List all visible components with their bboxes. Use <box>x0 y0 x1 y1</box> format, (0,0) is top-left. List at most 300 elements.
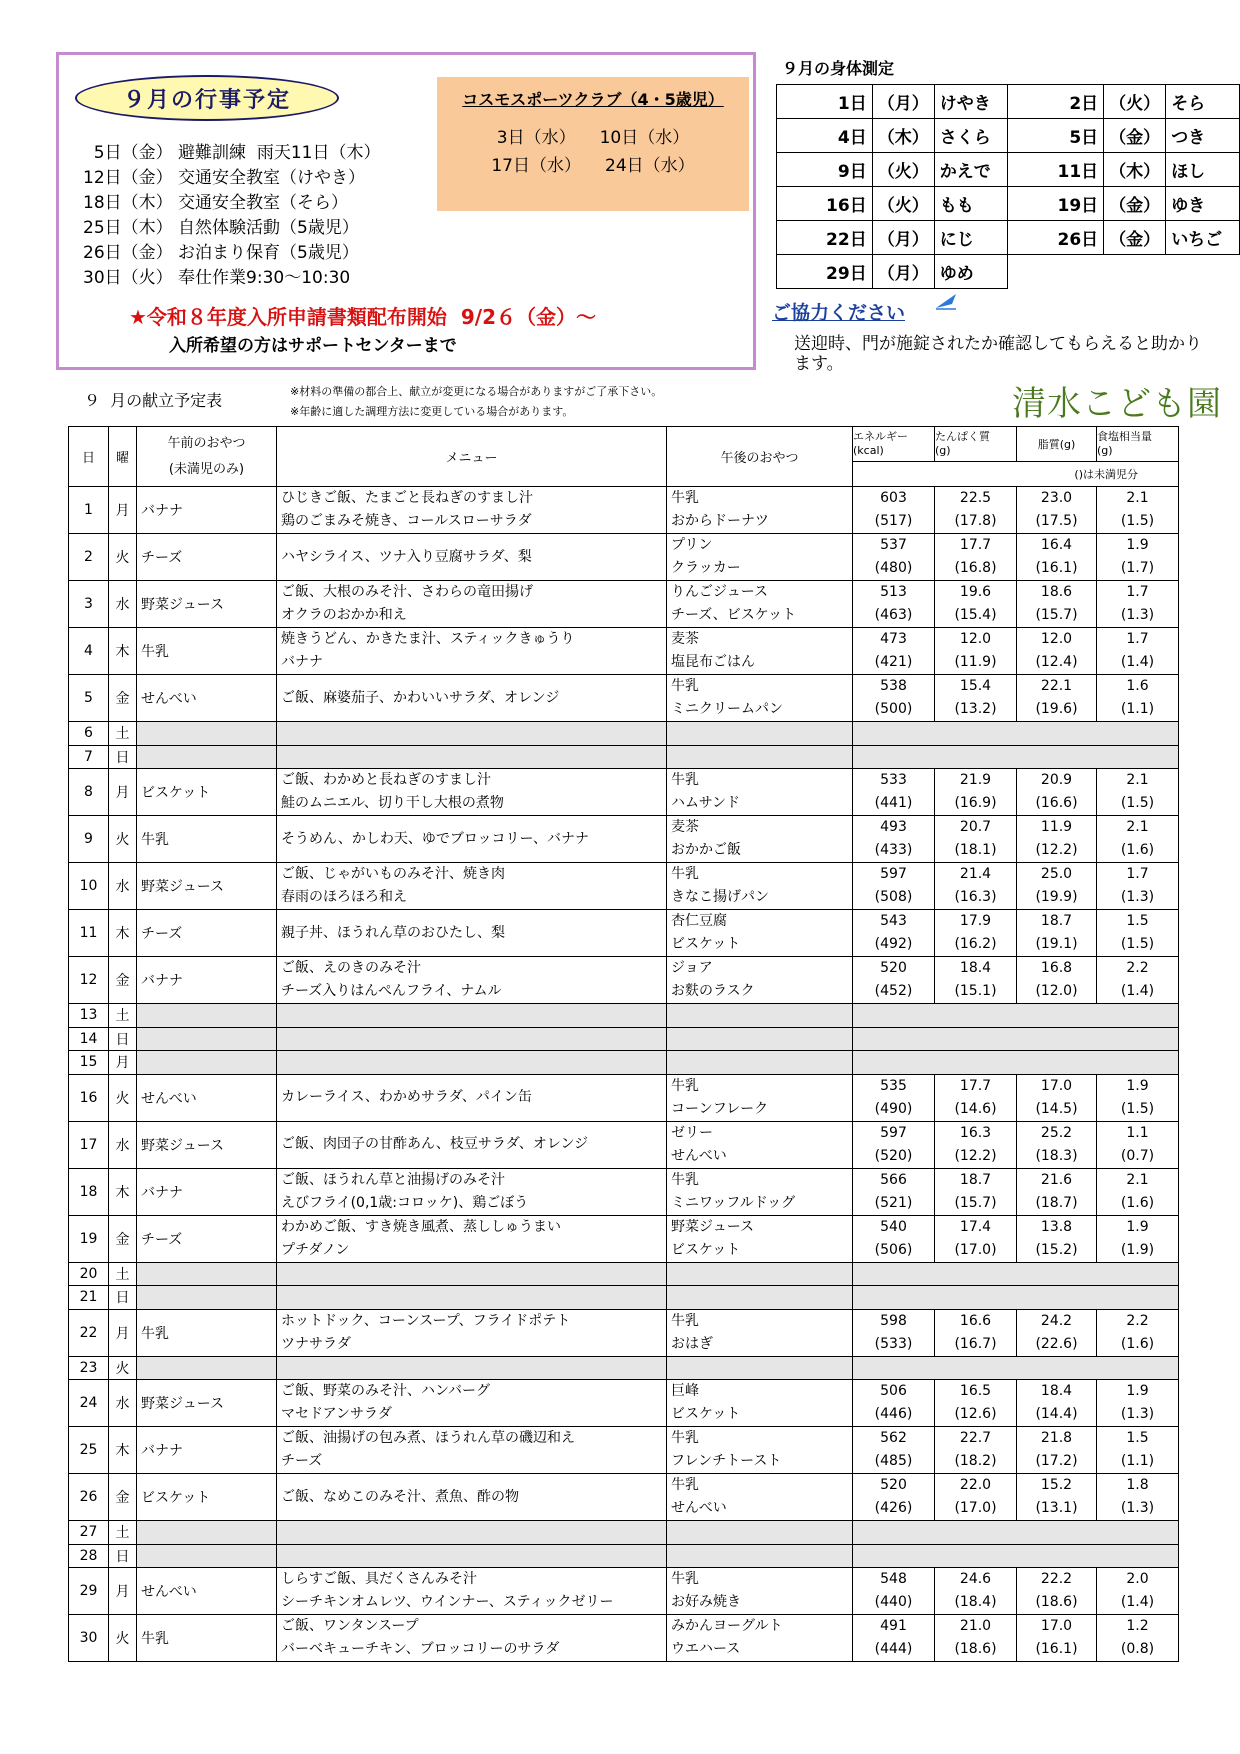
menu-dishes <box>277 675 667 722</box>
menu-salt-line: 2.1 <box>1126 490 1149 506</box>
menu-fat-line: (12.0) <box>1035 983 1078 999</box>
menu-protein-line: (18.6) <box>954 1641 997 1657</box>
event-item: 30日（火） 奉仕作業9:30～10:30 <box>83 268 351 288</box>
sports-date: 24日（水） <box>605 156 695 176</box>
header-pm-snack: 午後のおやつ <box>667 427 853 487</box>
menu-day: 26 <box>69 1474 109 1521</box>
sports-dates-row <box>451 152 735 180</box>
measurement-weekday: （月） <box>872 255 934 289</box>
menu-row <box>69 1474 1179 1521</box>
menu-salt <box>1097 1615 1179 1662</box>
cooperation-title: ご協力ください <box>772 302 906 324</box>
menu-energy-line: (500) <box>874 701 913 717</box>
menu-fat-line: (15.7) <box>1035 607 1078 623</box>
menu-protein <box>935 1615 1017 1662</box>
menu-salt <box>1097 1074 1179 1121</box>
menu-salt-line: (1.3) <box>1120 1500 1155 1516</box>
header-am-snack-1: 午前のおやつ <box>167 435 246 451</box>
menu-dishes-line: ご飯、わかめと長ねぎのすまし汁 <box>281 772 491 788</box>
measurement-row <box>777 221 1240 255</box>
menu-pm-snack-line: 麦茶 <box>671 819 699 835</box>
menu-day: 13 <box>69 1004 109 1028</box>
menu-dishes <box>277 534 667 581</box>
menu-row <box>69 1262 1179 1286</box>
menu-fat-line: (15.2) <box>1035 1241 1078 1258</box>
menu-dishes <box>277 1168 667 1215</box>
menu-fat <box>1017 581 1097 628</box>
menu-pm-snack <box>667 1027 853 1051</box>
menu-dishes-line: 焼きうどん、かきたま汁、スティックきゅうり <box>281 631 575 647</box>
menu-salt <box>1097 1380 1179 1427</box>
menu-am-snack <box>137 1262 277 1286</box>
menu-salt-line: (1.7) <box>1120 560 1155 576</box>
menu-pm-snack-line: クラッカー <box>671 560 741 576</box>
menu-pm-snack <box>667 769 853 816</box>
menu-dishes-line: 鮭のムニエル、切り干し大根の煮物 <box>281 795 504 811</box>
menu-pm-snack <box>667 1309 853 1356</box>
measurement-weekday: （火） <box>1104 85 1166 119</box>
menu-dishes-line: ご飯、ワンタンスープ <box>281 1618 419 1634</box>
menu-row <box>69 1521 1179 1545</box>
measurement-class: かえで <box>934 153 1008 187</box>
menu-am-snack: 牛乳 <box>137 628 277 675</box>
menu-pm-snack <box>667 863 853 910</box>
menu-fat-line: 21.6 <box>1040 1171 1073 1188</box>
menu-protein-line: 16.5 <box>959 1383 992 1399</box>
menu-dow: 木 <box>109 910 137 957</box>
menu-fat-line: (16.6) <box>1035 795 1078 811</box>
menu-energy-line: 520 <box>880 960 907 976</box>
menu-protein-line: 22.5 <box>959 490 992 506</box>
menu-energy-line: (480) <box>874 560 913 576</box>
menu-energy-line: (433) <box>874 842 913 858</box>
menu-pm-snack-line: お好み焼き <box>671 1594 741 1610</box>
menu-salt <box>1097 769 1179 816</box>
menu-energy <box>853 1474 935 1521</box>
menu-fat-line: (22.6) <box>1035 1335 1078 1352</box>
menu-dishes <box>277 1309 667 1356</box>
menu-protein <box>935 1074 1017 1121</box>
menu-pm-snack <box>667 1286 853 1310</box>
menu-fat-line: (19.9) <box>1035 889 1078 905</box>
menu-row <box>69 863 1179 910</box>
menu-energy-line: 535 <box>880 1077 907 1094</box>
events-list <box>83 141 380 291</box>
measurement-class: けやき <box>934 85 1008 119</box>
menu-pm-snack-line: 牛乳 <box>671 1477 699 1493</box>
menu-dow: 火 <box>109 816 137 863</box>
menu-protein <box>935 816 1017 863</box>
menu-protein <box>935 1168 1017 1215</box>
menu-pm-snack <box>667 1521 853 1545</box>
measurement-date: 26日 <box>1008 221 1104 255</box>
menu-pm-snack <box>667 487 853 534</box>
menu-energy-line: 493 <box>880 819 907 835</box>
menu-pm-snack <box>667 628 853 675</box>
sports-dates-row <box>451 124 735 152</box>
menu-dishes-line: オクラのおかか和え <box>281 607 407 623</box>
menu-salt-line: (1.3) <box>1120 889 1155 905</box>
menu-am-snack <box>137 1544 277 1568</box>
menu-salt-line: 2.1 <box>1126 1171 1149 1188</box>
menu-fat <box>1017 863 1097 910</box>
menu-nutrition <box>853 1356 1179 1380</box>
menu-energy-line: (463) <box>874 607 913 623</box>
menu-row <box>69 1168 1179 1215</box>
menu-energy <box>853 1121 935 1168</box>
menu-row <box>69 1568 1179 1615</box>
event-item: 26日（金） お泊まり保育（5歳児） <box>83 243 359 263</box>
menu-salt-line: (1.5) <box>1120 936 1155 952</box>
menu-dishes-line: 春雨のほろほろ和え <box>281 889 407 905</box>
menu-protein-line: 19.6 <box>959 584 992 600</box>
menu-protein-line: 15.4 <box>959 678 992 694</box>
menu-pm-snack-line: プリン <box>671 537 713 553</box>
menu-energy-line: 506 <box>880 1383 907 1399</box>
menu-dishes-line: プチダノン <box>281 1241 350 1258</box>
menu-fat-line: (12.4) <box>1035 654 1078 670</box>
menu-energy-line: (517) <box>874 513 913 529</box>
menu-energy-line: (520) <box>874 1147 913 1164</box>
menu-energy <box>853 581 935 628</box>
menu-pm-snack-line: 牛乳 <box>671 866 699 882</box>
menu-energy-line: (533) <box>874 1335 913 1352</box>
menu-day: 14 <box>69 1027 109 1051</box>
menu-day: 12 <box>69 957 109 1004</box>
menu-salt-line: (1.4) <box>1120 654 1155 670</box>
menu-dow: 火 <box>109 1074 137 1121</box>
menu-energy <box>853 628 935 675</box>
menu-day: 28 <box>69 1544 109 1568</box>
menu-fat <box>1017 1215 1097 1262</box>
menu-dishes-line: ご飯、じゃがいものみそ汁、焼き肉 <box>281 866 505 882</box>
menu-protein <box>935 957 1017 1004</box>
menu-fat-line: 25.2 <box>1040 1124 1073 1141</box>
menu-salt-line: (1.6) <box>1120 1194 1155 1211</box>
menu-day: 17 <box>69 1121 109 1168</box>
menu-dow: 水 <box>109 863 137 910</box>
menu-dishes-line: バナナ <box>281 654 323 670</box>
menu-salt <box>1097 1309 1179 1356</box>
menu-salt-line: 1.7 <box>1126 584 1149 600</box>
menu-dishes-line: ご飯、えのきのみそ汁 <box>281 960 421 976</box>
menu-protein-line: 21.0 <box>959 1618 992 1634</box>
menu-fat <box>1017 487 1097 534</box>
menu-energy-line: 533 <box>880 772 907 788</box>
menu-energy <box>853 863 935 910</box>
header-fat: 脂質(g) <box>1017 427 1097 462</box>
menu-protein <box>935 1380 1017 1427</box>
menu-energy <box>853 910 935 957</box>
menu-pm-snack <box>667 722 853 746</box>
menu-salt <box>1097 675 1179 722</box>
menu-salt <box>1097 534 1179 581</box>
menu-pm-snack-line: みかんヨーグルト <box>671 1618 783 1634</box>
menu-salt <box>1097 487 1179 534</box>
menu-fat <box>1017 534 1097 581</box>
menu-am-snack: ビスケット <box>137 769 277 816</box>
menu-salt <box>1097 863 1179 910</box>
menu-protein-line: 22.7 <box>959 1430 992 1446</box>
menu-fat <box>1017 1074 1097 1121</box>
sports-date: 3日（水） <box>496 128 576 148</box>
menu-protein-line: (16.7) <box>954 1335 997 1352</box>
menu-energy <box>853 1074 935 1121</box>
menu-fat-line: (14.5) <box>1035 1100 1078 1117</box>
menu-fat-line: 12.0 <box>1040 631 1073 647</box>
menu-dow: 日 <box>109 1544 137 1568</box>
menu-nutrition <box>853 1286 1179 1310</box>
menu-dishes-line: カレーライス、わかめサラダ、パイン缶 <box>281 1089 532 1105</box>
menu-salt <box>1097 1427 1179 1474</box>
menu-salt-line: 2.2 <box>1126 1312 1149 1329</box>
menu-salt-line: 2.2 <box>1126 960 1149 976</box>
menu-pm-snack <box>667 1168 853 1215</box>
menu-fat <box>1017 1568 1097 1615</box>
menu-dow: 土 <box>109 1004 137 1028</box>
menu-dishes-line: ご飯、肉団子の甘酢あん、枝豆サラダ、オレンジ <box>281 1136 589 1152</box>
menu-pm-snack <box>667 1121 853 1168</box>
menu-fat-line: 16.8 <box>1040 960 1073 976</box>
menu-day: 20 <box>69 1262 109 1286</box>
menu-pm-snack <box>667 1004 853 1028</box>
menu-nutrition <box>853 1544 1179 1568</box>
menu-protein-line: 17.4 <box>959 1218 992 1235</box>
menu-pm-snack <box>667 1380 853 1427</box>
menu-fat <box>1017 1380 1097 1427</box>
menu-salt-line: 1.6 <box>1126 678 1149 694</box>
menu-pm-snack <box>667 1356 853 1380</box>
menu-salt <box>1097 1215 1179 1262</box>
menu-protein-line: (13.2) <box>954 701 997 717</box>
menu-protein <box>935 1215 1017 1262</box>
menu-dow: 火 <box>109 1356 137 1380</box>
header-am-snack-2: (未満児のみ) <box>168 461 245 477</box>
menu-day: 24 <box>69 1380 109 1427</box>
measurement-weekday: （金） <box>1104 187 1166 221</box>
menu-day: 1 <box>69 487 109 534</box>
menu-dow: 水 <box>109 581 137 628</box>
menu-energy-line: (508) <box>874 889 913 905</box>
menu-energy-line: 562 <box>880 1430 907 1446</box>
menu-dishes <box>277 745 667 769</box>
menu-fat <box>1017 769 1097 816</box>
menu-fat-line: 21.8 <box>1040 1430 1073 1446</box>
menu-salt-line: 1.7 <box>1126 866 1149 882</box>
menu-dishes <box>277 1004 667 1028</box>
menu-energy <box>853 1215 935 1262</box>
menu-protein <box>935 863 1017 910</box>
menu-pm-snack <box>667 1074 853 1121</box>
menu-salt-line: (1.1) <box>1120 701 1155 717</box>
menu-row <box>69 1544 1179 1568</box>
menu-dow: 木 <box>109 1168 137 1215</box>
menu-energy-line: 603 <box>880 490 907 506</box>
menu-protein-line: (14.6) <box>954 1100 997 1117</box>
measurement-weekday: （月） <box>872 221 934 255</box>
menu-dow: 月 <box>109 1568 137 1615</box>
menu-row <box>69 1004 1179 1028</box>
enrollment-contact: 入所希望の方はサポートセンターまで <box>169 336 457 356</box>
menu-am-snack <box>137 722 277 746</box>
menu-dow: 火 <box>109 534 137 581</box>
measurement-class: ゆめ <box>934 255 1008 289</box>
menu-pm-snack-line: ゼリー <box>671 1124 713 1141</box>
menu-dishes <box>277 1615 667 1662</box>
menu-am-snack <box>137 1027 277 1051</box>
measurement-class: いちご <box>1166 221 1240 255</box>
menu-dishes-line: チーズ入りはんぺんフライ、ナムル <box>281 983 502 999</box>
menu-protein-line: 18.7 <box>959 1171 992 1188</box>
menu-row <box>69 1380 1179 1427</box>
menu-fat-line: (18.3) <box>1035 1147 1078 1164</box>
measurement-class: つき <box>1166 119 1240 153</box>
menu-energy <box>853 1568 935 1615</box>
menu-pm-snack-line: ミニクリームパン <box>671 701 783 717</box>
menu-am-snack: 牛乳 <box>137 1309 277 1356</box>
header-protein: たんぱく質 (g) <box>935 427 1017 462</box>
menu-fat-line: (16.1) <box>1035 560 1078 576</box>
menu-dow: 木 <box>109 628 137 675</box>
menu-salt <box>1097 628 1179 675</box>
menu-notes <box>290 382 662 422</box>
menu-dishes-line: 親子丼、ほうれん草のおひたし、梨 <box>281 924 505 941</box>
menu-salt-line: 1.1 <box>1126 1124 1149 1141</box>
menu-fat-line: (18.7) <box>1035 1194 1078 1211</box>
menu-energy-line: 598 <box>880 1312 907 1329</box>
menu-row <box>69 957 1179 1004</box>
measurement-date: 5日 <box>1008 119 1104 153</box>
menu-day: 5 <box>69 675 109 722</box>
menu-salt-line: (1.5) <box>1120 795 1155 811</box>
menu-row <box>69 1121 1179 1168</box>
menu-energy-line: 520 <box>880 1477 907 1493</box>
menu-dishes <box>277 863 667 910</box>
menu-day: 21 <box>69 1286 109 1310</box>
menu-protein-line: (11.9) <box>954 654 997 670</box>
menu-day: 19 <box>69 1215 109 1262</box>
menu-row <box>69 628 1179 675</box>
menu-am-snack: チーズ <box>137 1215 277 1262</box>
menu-nutrition <box>853 1521 1179 1545</box>
menu-row <box>69 534 1179 581</box>
menu-fat-line: (12.2) <box>1035 842 1078 858</box>
menu-protein-line: (15.7) <box>954 1194 997 1211</box>
menu-salt-line: 2.1 <box>1126 772 1149 788</box>
menu-pm-snack <box>667 1427 853 1474</box>
menu-energy-line: (441) <box>874 795 913 811</box>
menu-am-snack: ビスケット <box>137 1474 277 1521</box>
measurement-date: 16日 <box>777 187 873 221</box>
menu-protein-line: (16.2) <box>954 936 997 952</box>
menu-dishes-line: えびフライ(0,1歳:コロッケ)、鶏ごぼう <box>281 1194 529 1211</box>
menu-row <box>69 910 1179 957</box>
menu-salt <box>1097 1568 1179 1615</box>
menu-protein-line: 16.6 <box>959 1312 992 1329</box>
menu-pm-snack <box>667 675 853 722</box>
menu-salt-line: (1.1) <box>1120 1453 1155 1469</box>
menu-salt-line: (1.4) <box>1120 983 1155 999</box>
menu-dishes <box>277 1051 667 1075</box>
menu-dishes <box>277 1356 667 1380</box>
menu-salt-line: 1.5 <box>1126 913 1149 929</box>
header-under-note: ()は未満児分 <box>853 462 1179 487</box>
menu-energy-line: 473 <box>880 631 907 647</box>
menu-pm-snack-line: 牛乳 <box>671 678 699 694</box>
menu-am-snack: せんべい <box>137 1074 277 1121</box>
menu-protein-line: 18.4 <box>959 960 992 976</box>
menu-protein <box>935 1309 1017 1356</box>
event-item: 25日（木） 自然体験活動（5歳児） <box>83 218 359 238</box>
menu-dishes <box>277 1568 667 1615</box>
menu-note: ※年齢に適した調理方法に変更している場合があります。 <box>290 405 574 418</box>
menu-dow: 日 <box>109 1027 137 1051</box>
menu-energy <box>853 1427 935 1474</box>
menu-protein-line: 17.7 <box>959 537 992 553</box>
menu-fat-line: (19.1) <box>1035 936 1078 952</box>
menu-dishes-line: ご飯、油揚げの包み煮、ほうれん草の磯辺和え <box>281 1430 575 1446</box>
accent-mark-icon <box>934 292 958 310</box>
menu-energy-line: 543 <box>880 913 907 929</box>
menu-protein-line: 12.0 <box>959 631 992 647</box>
menu-dishes-line: シーチキンオムレツ、ウインナー、スティックゼリー <box>281 1594 614 1610</box>
menu-day: 4 <box>69 628 109 675</box>
menu-dishes <box>277 628 667 675</box>
menu-energy-line: (452) <box>874 983 913 999</box>
menu-row <box>69 1427 1179 1474</box>
menu-protein-line: (12.6) <box>954 1406 997 1422</box>
menu-pm-snack <box>667 534 853 581</box>
menu-salt-line: (1.3) <box>1120 1406 1155 1422</box>
menu-dishes <box>277 910 667 957</box>
menu-day: 22 <box>69 1309 109 1356</box>
menu-row <box>69 769 1179 816</box>
measurement-date: 19日 <box>1008 187 1104 221</box>
menu-fat <box>1017 675 1097 722</box>
menu-dishes <box>277 1427 667 1474</box>
menu-fat-line: (17.5) <box>1035 513 1078 529</box>
menu-am-snack: バナナ <box>137 1168 277 1215</box>
menu-salt-line: 1.2 <box>1126 1618 1149 1634</box>
menu-energy <box>853 487 935 534</box>
menu-fat-line: (17.2) <box>1035 1453 1078 1469</box>
menu-dishes <box>277 722 667 746</box>
menu-fat-line: 24.2 <box>1040 1312 1073 1329</box>
menu-pm-snack <box>667 957 853 1004</box>
menu-protein-line: (16.9) <box>954 795 997 811</box>
cooperation-text: 送迎時、門が施錠されたか確認してもらえると助かります。 <box>794 334 1202 374</box>
menu-pm-snack-line: ジョア <box>671 960 713 976</box>
menu-fat-line: (18.6) <box>1035 1594 1078 1610</box>
menu-protein <box>935 1568 1017 1615</box>
menu-am-snack <box>137 1521 277 1545</box>
menu-dishes-line: バーベキューチキン、ブロッコリーのサラダ <box>281 1641 560 1657</box>
menu-salt-line: 1.8 <box>1126 1477 1149 1493</box>
menu-salt <box>1097 957 1179 1004</box>
header-menu: メニュー <box>277 427 667 487</box>
menu-day: 6 <box>69 722 109 746</box>
menu-salt-line: 1.9 <box>1126 1077 1149 1094</box>
menu-dishes <box>277 1380 667 1427</box>
measurement-row <box>777 119 1240 153</box>
menu-am-snack <box>137 1004 277 1028</box>
menu-energy <box>853 675 935 722</box>
menu-dishes-line: ご飯、ほうれん草と油揚げのみそ汁 <box>281 1171 505 1188</box>
menu-dishes <box>277 1286 667 1310</box>
event-item: 18日（木） 交通安全教室（そら） <box>83 193 349 213</box>
menu-energy-line: 597 <box>880 1124 907 1141</box>
menu-fat-line: (16.1) <box>1035 1641 1078 1657</box>
